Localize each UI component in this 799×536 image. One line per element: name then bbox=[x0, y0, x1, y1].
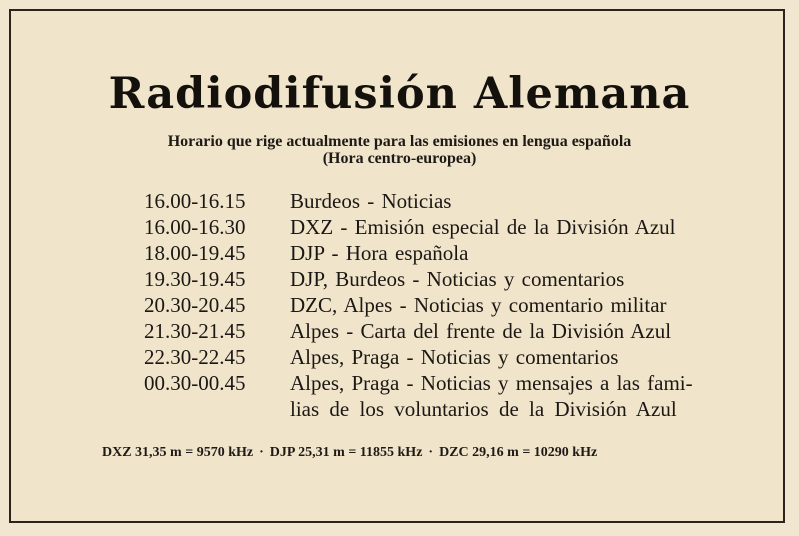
schedule-row bbox=[0, 266, 799, 292]
schedule-program: Alpes, Praga - Noticias y comentarios bbox=[290, 345, 619, 369]
frequency-dxz: DXZ 31,35 m = 9570 kHz bbox=[102, 445, 254, 460]
schedule-program: Alpes, Praga - Noticias y mensajes a las fami- bbox=[290, 371, 693, 395]
schedule-program: Alpes - Carta del frente de la División Azul bbox=[290, 319, 672, 343]
schedule-time: 16.00-16.15 bbox=[144, 189, 246, 213]
schedule-subtitle: Horario que rige actualmente para las emisiones en lengua española bbox=[167, 133, 632, 150]
schedule-row bbox=[0, 188, 799, 214]
frequency-line bbox=[102, 444, 597, 462]
schedule-program: DJP, Burdeos - Noticias y comentarios bbox=[290, 267, 625, 291]
schedule-program: Burdeos - Noticias bbox=[290, 189, 452, 213]
schedule-program: DJP - Hora española bbox=[290, 241, 469, 265]
schedule-time: 18.00-19.45 bbox=[144, 241, 246, 265]
schedule-time: 00.30-00.45 bbox=[144, 371, 246, 395]
frequency-separator: · bbox=[259, 445, 264, 460]
schedule-program: DXZ - Emisión especial de la División Azul bbox=[290, 215, 676, 239]
schedule-row bbox=[0, 240, 799, 266]
timezone-note: (Hora centro-europea) bbox=[322, 150, 477, 167]
schedule-row bbox=[0, 344, 799, 370]
schedule-row bbox=[0, 292, 799, 318]
schedule-time: 16.00-16.30 bbox=[144, 215, 246, 239]
schedule-program: DZC, Alpes - Noticias y comentario militar bbox=[290, 293, 667, 317]
schedule-row bbox=[0, 214, 799, 240]
schedule-program-continuation: lias de los voluntarios de la División Azul bbox=[290, 397, 677, 421]
schedule-row-continuation bbox=[0, 396, 799, 422]
frequency-djp: DJP 25,31 m = 11855 kHz bbox=[269, 445, 423, 460]
schedule-time: 19.30-19.45 bbox=[144, 267, 246, 291]
page-title: Radiodifusión Alemana bbox=[108, 69, 691, 119]
schedule-time: 22.30-22.45 bbox=[144, 345, 246, 369]
schedule-row bbox=[0, 318, 799, 344]
frequency-separator: · bbox=[428, 445, 434, 460]
schedule-row bbox=[0, 370, 799, 396]
schedule-time: 20.30-20.45 bbox=[144, 293, 246, 317]
frequency-dzc: DZC 29,16 m = 10290 kHz bbox=[439, 445, 598, 460]
schedule-time: 21.30-21.45 bbox=[144, 319, 246, 343]
